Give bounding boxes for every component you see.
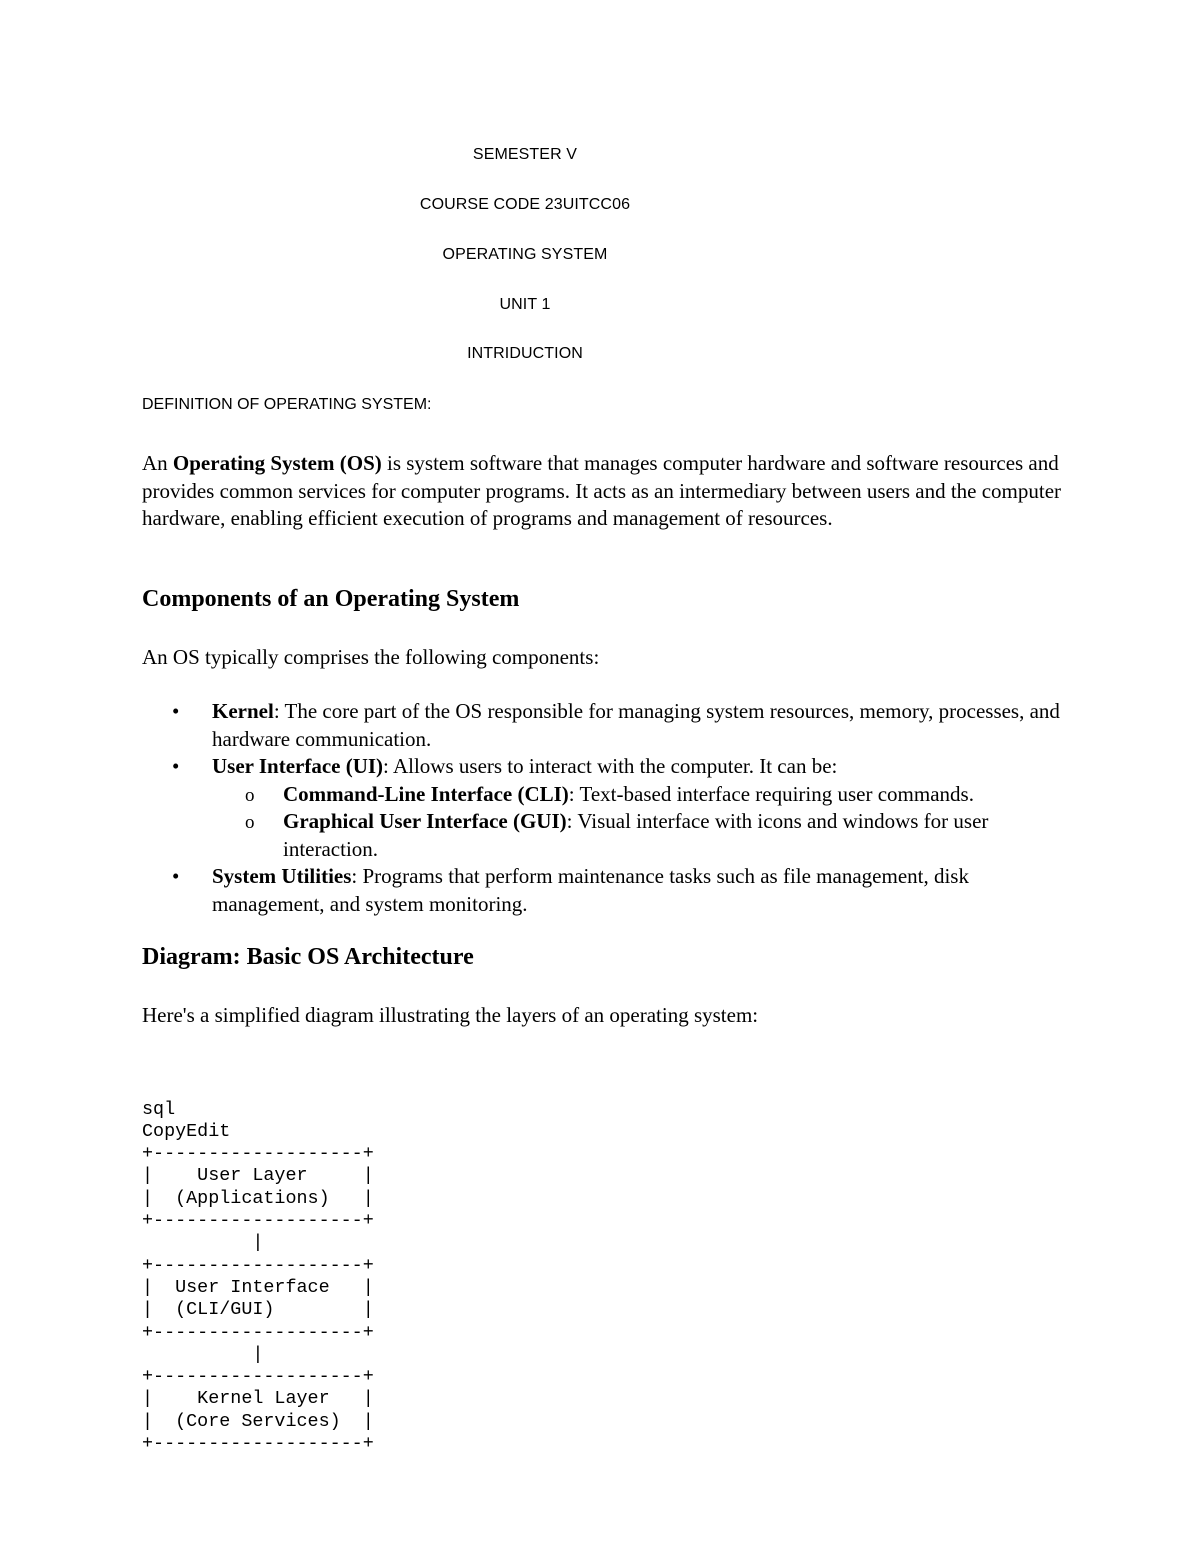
code-line: +-------------------+ bbox=[142, 1366, 374, 1388]
code-line: sql bbox=[142, 1098, 176, 1120]
code-line: CopyEdit bbox=[142, 1120, 231, 1142]
sub-item-term: Command-Line Interface (CLI) bbox=[283, 781, 569, 806]
code-line: | bbox=[142, 1343, 264, 1365]
sub-bullet-icon: o bbox=[245, 812, 255, 833]
list-item-text: : Allows users to interact with the computer. It can be: bbox=[383, 754, 838, 778]
code-line: | (Core Services) | bbox=[142, 1410, 374, 1432]
unit-heading: UNIT 1 bbox=[499, 296, 551, 313]
code-line: +-------------------+ bbox=[142, 1254, 374, 1276]
sub-item-text: : Visual interface with icons and windows for user interaction. bbox=[283, 809, 989, 861]
bullet-icon: • bbox=[172, 699, 180, 723]
list-item-user-interface bbox=[142, 753, 1072, 863]
bullet-icon: • bbox=[172, 754, 180, 778]
definition-paragraph bbox=[142, 450, 1072, 533]
components-heading: Components of an Operating System bbox=[142, 586, 520, 612]
sub-bullet-icon: o bbox=[245, 784, 255, 806]
list-item-term: Kernel bbox=[212, 699, 274, 723]
definition-label: DEFINITION OF OPERATING SYSTEM: bbox=[142, 396, 432, 413]
bullet-icon: • bbox=[172, 864, 180, 888]
list-item-term: User Interface (UI) bbox=[212, 754, 384, 778]
code-line: | (CLI/GUI) | bbox=[142, 1299, 374, 1321]
course-code-heading: COURSE CODE 23UITCC06 bbox=[419, 196, 631, 213]
code-line: +-------------------+ bbox=[142, 1143, 374, 1165]
code-line: +-------------------+ bbox=[142, 1210, 374, 1232]
code-line: +-------------------+ bbox=[142, 1433, 374, 1455]
list-item-text: : Programs that perform maintenance tasks such as file management, disk management, and system monitoring. bbox=[212, 864, 969, 916]
code-line: | User Layer | bbox=[142, 1165, 374, 1187]
definition-text-after: is system software that manages computer hardware and software resources and provides common services for computer programs. It acts as an intermediary between users and the computer hardware, enabling efficient execution of programs and management of resources. bbox=[142, 451, 1062, 530]
ui-sub-list bbox=[212, 781, 1072, 864]
definition-term: Operating System (OS) bbox=[172, 451, 382, 475]
components-intro: An OS typically comprises the following components: bbox=[142, 645, 600, 669]
code-line: | bbox=[142, 1232, 264, 1254]
sub-item-cli bbox=[212, 781, 1072, 809]
topic-heading: INTRIDUCTION bbox=[467, 345, 583, 362]
diagram-intro: Here's a simplified diagram illustrating the layers of an operating system: bbox=[142, 1003, 759, 1027]
diagram-heading: Diagram: Basic OS Architecture bbox=[142, 944, 474, 970]
sub-item-text: : Text-based interface requiring user commands. bbox=[568, 781, 974, 806]
code-line: | Kernel Layer | bbox=[142, 1388, 374, 1410]
semester-heading: SEMESTER V bbox=[472, 146, 578, 163]
list-item-text: : The core part of the OS responsible for managing system resources, memory, processes, and hardware communication. bbox=[212, 699, 1060, 751]
list-item-term: System Utilities bbox=[212, 864, 352, 888]
list-item-system-utilities bbox=[142, 863, 1072, 918]
code-line: | User Interface | bbox=[142, 1276, 374, 1298]
sub-item-gui bbox=[212, 808, 1072, 863]
definition-text-before: An bbox=[142, 451, 173, 475]
course-title-heading: OPERATING SYSTEM bbox=[442, 246, 608, 263]
code-line: +-------------------+ bbox=[142, 1321, 374, 1343]
sub-item-term: Graphical User Interface (GUI) bbox=[283, 809, 567, 833]
components-list bbox=[142, 698, 1072, 918]
code-line: | (Applications) | bbox=[142, 1187, 374, 1209]
diagram-code-block bbox=[142, 1054, 374, 1500]
list-item-kernel bbox=[142, 698, 1072, 753]
